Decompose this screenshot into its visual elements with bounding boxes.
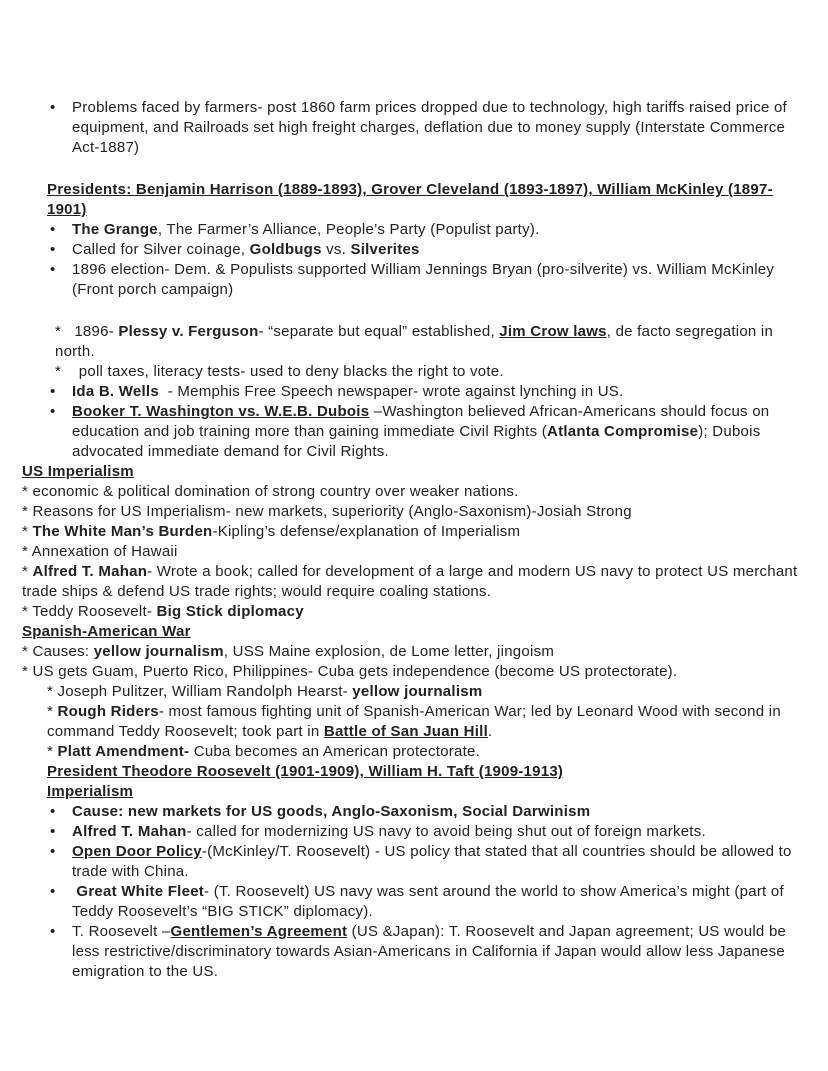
text-run: Battle of San Juan Hill (323, 723, 488, 740)
text-run: Plessy v. Ferguson (118, 323, 259, 340)
bullet-icon: • (50, 261, 56, 278)
text-run: Alfred T. Mahan (72, 823, 187, 840)
text-run: - called for modernizing US navy to avoid being shut out of foreign markets. (186, 823, 706, 840)
list-item (22, 220, 808, 240)
text-run: . (487, 723, 493, 740)
text-run: Ida B. Wells (72, 383, 159, 400)
paragraph (22, 642, 808, 662)
document (22, 98, 808, 982)
list-item (22, 842, 808, 882)
text-run: * 1896- (55, 323, 119, 340)
text-run: Cuba becomes an American protectorate. (189, 743, 481, 760)
text-run: Platt Amendment- (57, 743, 190, 760)
text-run: Jim Crow laws (499, 323, 607, 340)
list-item (22, 240, 808, 260)
text-run: , USS Maine explosion, de Lome letter, jingoism (223, 643, 555, 660)
text-run: yellow journalism (93, 643, 224, 660)
text-run: Big Stick diplomacy (156, 603, 304, 620)
text-run: - Wrote a book; called for development of a large and modern US navy to protect US merchant trade ships & defend US trade rights; would require coaling stations. (22, 563, 802, 600)
paragraph (22, 562, 808, 602)
text-run: US Imperialism (22, 463, 134, 480)
blank-line (22, 158, 808, 180)
paragraph (22, 362, 808, 382)
text-run: * US gets Guam, Puerto Rico, Philippines- Cuba gets independence (become US protectorate). (22, 663, 678, 680)
text-run: Called for Silver coinage, (72, 241, 250, 258)
paragraph (22, 622, 808, 642)
text-run: T. Roosevelt – (72, 923, 171, 940)
paragraph (22, 482, 808, 502)
text-run: * poll taxes, literacy tests- used to deny blacks the right to vote. (55, 363, 504, 380)
list-item (22, 822, 808, 842)
text-run: * (47, 703, 58, 720)
text-run: * Teddy Roosevelt- (22, 603, 157, 620)
paragraph (22, 502, 808, 522)
text-run: * (47, 743, 58, 760)
list-item (22, 382, 808, 402)
text-run: Goldbugs (249, 241, 322, 258)
text-run: vs. (321, 241, 351, 258)
paragraph (22, 522, 808, 542)
text-run: Gentlemen’s Agreement (170, 923, 348, 940)
text-run: * economic & political domination of strong country over weaker nations. (22, 483, 519, 500)
bullet-icon: • (50, 99, 56, 116)
text-run: * Causes: (22, 643, 94, 660)
text-run: -Kipling’s defense/explanation of Imperialism (212, 523, 521, 540)
paragraph (22, 742, 808, 762)
paragraph (22, 662, 808, 682)
text-run: The Grange (72, 221, 158, 238)
text-run: , The Farmer’s Alliance, People’s Party (Populist party). (157, 221, 540, 238)
list-item (22, 98, 808, 158)
list-item (22, 260, 808, 300)
paragraph (22, 180, 808, 220)
list-item (22, 882, 808, 922)
paragraph (22, 762, 808, 782)
text-run: Presidents: Benjamin Harrison (1889-1893), Grover Cleveland (1893-1897), William McKinley (1897-1901) (47, 181, 773, 218)
text-run: Alfred T. Mahan (32, 563, 148, 580)
text-run: Imperialism (47, 783, 134, 800)
text-run: - Memphis Free Speech newspaper- wrote against lynching in US. (158, 383, 624, 400)
text-run: - most famous fighting unit of Spanish-American War; led by Leonard Wood with second in command Teddy Roosevelt; took part in (47, 703, 786, 740)
text-run: * (22, 563, 33, 580)
text-run: Great White Fleet (76, 883, 205, 900)
bullet-icon: • (50, 883, 56, 900)
blank-line (22, 300, 808, 322)
paragraph (22, 782, 808, 802)
bullet-icon: • (50, 843, 56, 860)
text-run: Atlanta Compromise (547, 423, 699, 440)
text-run: The White Man’s Burden (32, 523, 213, 540)
text-run: yellow journalism (352, 683, 483, 700)
bullet-icon: • (50, 241, 56, 258)
paragraph (22, 682, 808, 702)
text-run: - “separate but equal” established, (258, 323, 500, 340)
text-run: Silverites (350, 241, 420, 258)
list-item (22, 802, 808, 822)
paragraph (22, 702, 808, 742)
bullet-icon: • (50, 403, 56, 420)
text-run: 1896 election- Dem. & Populists supported William Jennings Bryan (pro-silverite) vs. William McKinley (Front porch campaign) (72, 261, 779, 298)
text-run: Cause: new markets for US goods, Anglo-Saxonism, Social Darwinism (72, 803, 591, 820)
bullet-icon: • (50, 803, 56, 820)
bullet-icon: • (50, 383, 56, 400)
text-run: Problems faced by farmers- post 1860 farm prices dropped due to technology, high tariffs raised price of equipment, and Railroads set high freight charges, deflation due to money supply (Interstate Commerce Act-1887) (72, 99, 792, 156)
text-run: - (T. Roosevelt) US navy was sent around the world to show America’s might (part of Teddy Roosevelt’s “BIG STICK” diplomacy). (72, 883, 789, 920)
text-run: Spanish-American War (22, 623, 191, 640)
bullet-icon: • (50, 221, 56, 238)
text-run: * Joseph Pulitzer, William Randolph Hearst- (47, 683, 353, 700)
text-run: Rough Riders (57, 703, 159, 720)
bullet-icon: • (50, 823, 56, 840)
text-run: Booker T. Washington vs. W.E.B. Dubois (72, 403, 370, 420)
text-run: * (22, 523, 33, 540)
paragraph (22, 542, 808, 562)
paragraph (22, 462, 808, 482)
text-run: * Annexation of Hawaii (22, 543, 178, 560)
paragraph (22, 322, 808, 362)
text-run: –Washington believed African-Americans should focus on education and job training more than gaining immediate Civil Rights ( (72, 403, 774, 440)
paragraph (22, 602, 808, 622)
list-item (22, 402, 808, 462)
text-run: President Theodore Roosevelt (1901-1909), William H. Taft (1909-1913) (47, 763, 564, 780)
text-run: , de facto segregation in north. (55, 323, 778, 360)
bullet-icon: • (50, 923, 56, 940)
text-run: -(McKinley/T. Roosevelt) - US policy that stated that all countries should be allowed to trade with China. (72, 843, 797, 880)
list-item (22, 922, 808, 982)
text-run: (US &Japan): T. Roosevelt and Japan agreement; US would be less restrictive/discriminatory towards Asian-Americans in California if Japan would allow less Japanese emigration to the US. (72, 923, 791, 980)
text-run: Open Door Policy (72, 843, 202, 860)
text-run: * Reasons for US Imperialism- new markets, superiority (Anglo-Saxonism)-Josiah Strong (22, 503, 632, 520)
text-run: ); Dubois advocated immediate demand for Civil Rights. (72, 423, 765, 460)
